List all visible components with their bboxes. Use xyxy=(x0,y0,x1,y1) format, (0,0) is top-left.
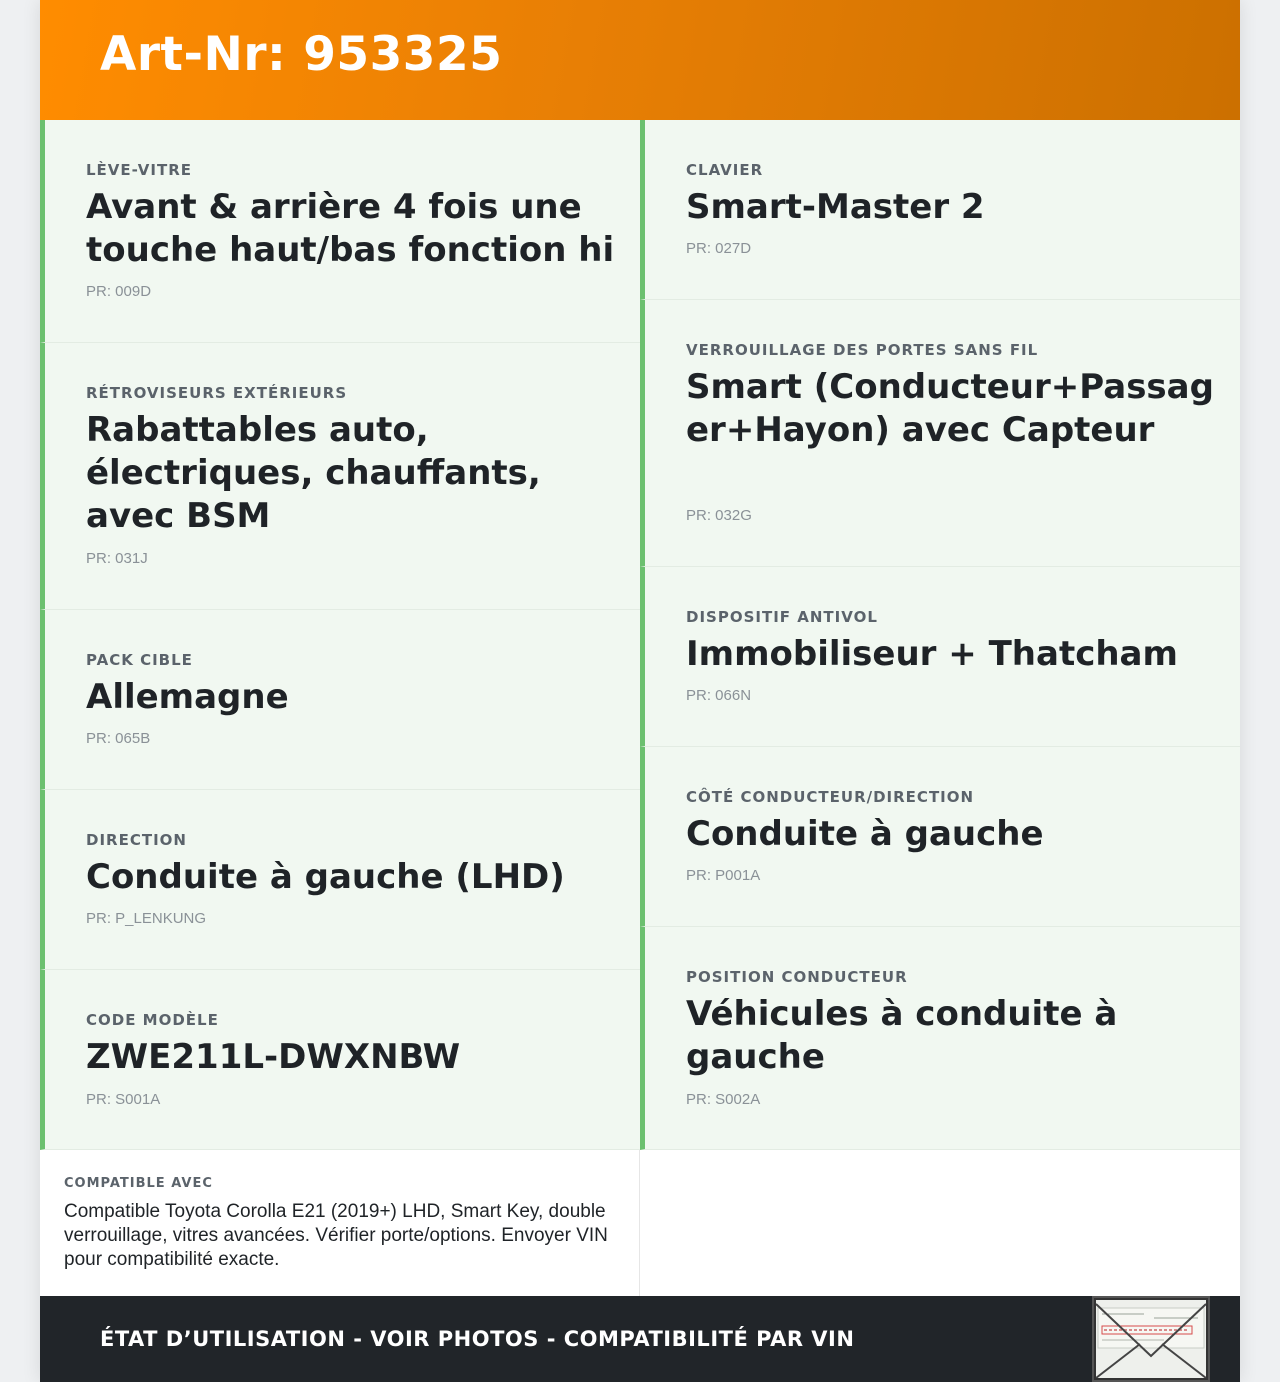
spec-cell-driver-side xyxy=(640,747,1240,927)
spec-cell-model-code xyxy=(40,970,640,1150)
spec-cell-mirrors xyxy=(40,343,640,610)
spec-cell-window-lifter xyxy=(40,120,640,343)
spec-pr-code: PR: S001A xyxy=(86,1091,161,1108)
compatibility-text: Compatible Toyota Corolla E21 (2019+) LHD, Smart Key, double verrouillage, vitres avancées. Vérifier porte/options. Envoyer VIN pour compatibilité exacte. xyxy=(64,1201,608,1270)
spec-value: Véhicules à conduite à gauche xyxy=(686,994,1118,1077)
spec-cell-driver-position xyxy=(640,927,1240,1150)
spec-value: Conduite à gauche xyxy=(686,814,1044,854)
spec-label: POSITION CONDUCTEUR xyxy=(686,968,908,986)
spec-pr-code: PR: 009D xyxy=(86,283,152,300)
spec-cell-target-pack xyxy=(40,610,640,790)
spec-pr-code: PR: P_LENKUNG xyxy=(86,910,207,927)
spec-label: CODE MODÈLE xyxy=(86,1011,219,1029)
document-thumbnail[interactable] xyxy=(1092,1296,1210,1382)
spec-value: Allemagne xyxy=(86,677,289,717)
spec-label: PACK CIBLE xyxy=(86,651,193,669)
spec-pr-code: PR: 066N xyxy=(686,687,752,704)
spec-label: LÈVE-VITRE xyxy=(86,161,193,179)
spec-pr-code: PR: 032G xyxy=(686,507,752,524)
spec-cell-steering xyxy=(40,790,640,970)
footer-bar xyxy=(40,1296,1240,1382)
product-card xyxy=(40,0,1240,1382)
spec-pr-code: PR: P001A xyxy=(686,867,761,884)
spec-pr-code: PR: 031J xyxy=(86,550,148,567)
spec-value: Rabattables auto, électriques, chauffants, avec BSM xyxy=(86,410,541,536)
spec-label: DISPOSITIF ANTIVOL xyxy=(686,608,878,626)
spec-cell-keypad xyxy=(640,120,1240,300)
spec-label: CLAVIER xyxy=(686,161,764,179)
header-bar xyxy=(40,0,1240,120)
spec-pr-code: PR: 027D xyxy=(686,240,752,257)
compatibility-label: COMPATIBLE AVEC xyxy=(64,1176,213,1191)
spec-label: VERROUILLAGE DES PORTES SANS FIL xyxy=(686,341,1039,359)
spec-value: Immobiliseur + Thatcham xyxy=(686,634,1178,674)
spec-value: Smart-Master 2 xyxy=(686,187,985,227)
spec-label: DIRECTION xyxy=(86,831,187,849)
footer-notice: ÉTAT D’UTILISATION - VOIR PHOTOS - COMPATIBILITÉ PAR VIN xyxy=(100,1327,855,1351)
spec-label: RÉTROVISEURS EXTÉRIEURS xyxy=(86,384,348,402)
spec-value: ZWE211L-DWXNBW xyxy=(86,1037,461,1077)
spec-label: CÔTÉ CONDUCTEUR/DIRECTION xyxy=(686,788,975,806)
spec-cell-keyless-locking xyxy=(640,300,1240,567)
spec-value: Conduite à gauche (LHD) xyxy=(86,857,565,897)
spec-pr-code: PR: 065B xyxy=(86,730,151,747)
spec-value: Smart (Conducteur+Passager+Hayon) avec Capteur xyxy=(686,367,1214,450)
spec-cell-anti-theft xyxy=(640,567,1240,747)
document-thumbnail-graphic xyxy=(1094,1298,1208,1380)
spec-pr-code: PR: S002A xyxy=(686,1091,761,1108)
article-number-title: Art-Nr: 953325 xyxy=(100,27,503,82)
spec-value: Avant & arrière 4 fois une touche haut/bas fonction hi xyxy=(86,187,615,270)
compatibility-box xyxy=(40,1150,640,1296)
